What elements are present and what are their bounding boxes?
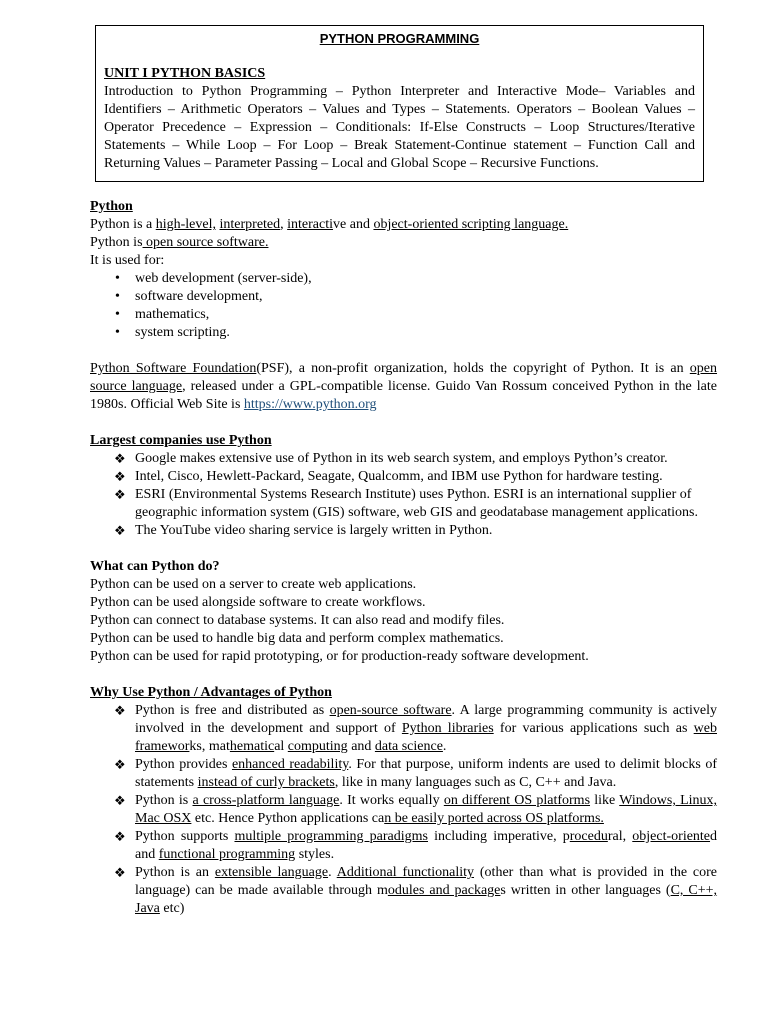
list-item: • mathematics, (115, 307, 210, 322)
what-can-line: Python can be used for rapid prototyping, or for production-ready software development. (90, 649, 589, 664)
diamond-bullet-icon: ❖ (114, 865, 126, 880)
what-can-line: Python can be used to handle big data and perform complex mathematics. (90, 631, 504, 646)
diamond-bullet-icon: ❖ (114, 487, 126, 502)
diamond-bullet-icon: ❖ (114, 829, 126, 844)
used-for-label: It is used for: (90, 253, 165, 268)
diamond-bullet-icon: ❖ (114, 451, 126, 466)
python-definition: Python is a high-level, interpreted, interactive and object-oriented scripting language. (90, 217, 569, 232)
diamond-bullet-icon: ❖ (114, 757, 126, 772)
list-item: ❖ Google makes extensive use of Python in its web search system, and employs Python’s creator. (114, 451, 668, 466)
diamond-bullet-icon: ❖ (114, 703, 126, 718)
advantages-list (90, 702, 717, 918)
bullet-icon: • (115, 289, 120, 304)
list-item: ❖ Python is an extensible language. Additional functionality (other than what is provided in the core language) can be made available through modules and packages written in other languages (C, C++, Java etc) (114, 865, 718, 916)
companies-list (90, 450, 717, 540)
unit-title: UNIT I PYTHON BASICS (104, 66, 266, 81)
python-open-source: Python is open source software. (90, 235, 269, 250)
bullet-icon: • (115, 271, 120, 286)
diamond-bullet-icon: ❖ (114, 793, 126, 808)
list-item: ❖ Python provides enhanced readability. For that purpose, uniform indents are used to delimit blocks of statements instead of curly brackets, like in many languages such as C, C++ and Java. (114, 757, 718, 790)
bullet-icon: • (115, 325, 120, 340)
unit-topics: Introduction to Python Programming – Python Interpreter and Interactive Mode– Variables and Identifiers – Arithmetic Operators – Values and Types – Statements. Operators – Boolean Values – Operator Precedence – Expression – Conditionals: If-Else Constructs – Loop Structures/Iterative Statements – While Loop – For Loop – Break Statement-Continue statement – Function Call and Returning Values – Parameter Passing – Local and Global Scope – Recursive Functions. (104, 84, 695, 171)
diamond-bullet-icon: ❖ (114, 469, 126, 484)
list-item: • system scripting. (115, 325, 230, 340)
list-item: ❖ ESRI (Environmental Systems Research Institute) uses Python. ESRI is an international supplier of geographic information system (GIS) software, web GIS and geodatabase management applications. (114, 487, 698, 520)
what-can-heading: What can Python do? (90, 559, 220, 574)
psf-paragraph: Python Software Foundation(PSF), a non-profit organization, holds the copyright of Python. It is an open source language, released under a GPL-compatible license. Guido Van Rossum conceived Python in the late 1980s. Official Web Site is https://www.python.org (90, 361, 718, 412)
python-heading: Python (90, 199, 133, 214)
list-item: ❖ Python is a cross-platform language. It works equally on different OS platforms like Windows, Linux, Mac OSX etc. Hence Python applications can be easily ported across OS platforms. (114, 793, 718, 826)
document-title: PYTHON PROGRAMMING (319, 31, 480, 46)
list-item: ❖ Intel, Cisco, Hewlett-Packard, Seagate, Qualcomm, and IBM use Python for hardware testing. (114, 469, 663, 484)
document-body (90, 198, 717, 918)
python-website-link[interactable]: https://www.python.org (243, 397, 377, 412)
uses-list (90, 270, 717, 342)
list-item: • web development (server-side), (115, 271, 312, 286)
what-can-line: Python can be used alongside software to create workflows. (90, 595, 426, 610)
what-can-line: Python can connect to database systems. It can also read and modify files. (90, 613, 505, 628)
list-item: ❖ Python supports multiple programming paradigms including imperative, procedural, object-oriented and functional programming styles. (114, 829, 718, 862)
what-can-line: Python can be used on a server to create web applications. (90, 577, 417, 592)
bullet-icon: • (115, 307, 120, 322)
diamond-bullet-icon: ❖ (114, 523, 126, 538)
syllabus-box (95, 25, 704, 182)
advantages-heading: Why Use Python / Advantages of Python (90, 685, 332, 700)
list-item: ❖ The YouTube video sharing service is largely written in Python. (114, 523, 493, 538)
list-item: • software development, (115, 289, 263, 304)
companies-heading: Largest companies use Python (90, 433, 272, 448)
list-item: ❖ Python is free and distributed as open-source software. A large programming community is actively involved in the development and support of Python libraries for various applications such as web frameworks, mathematical computing and data science. (114, 703, 718, 754)
